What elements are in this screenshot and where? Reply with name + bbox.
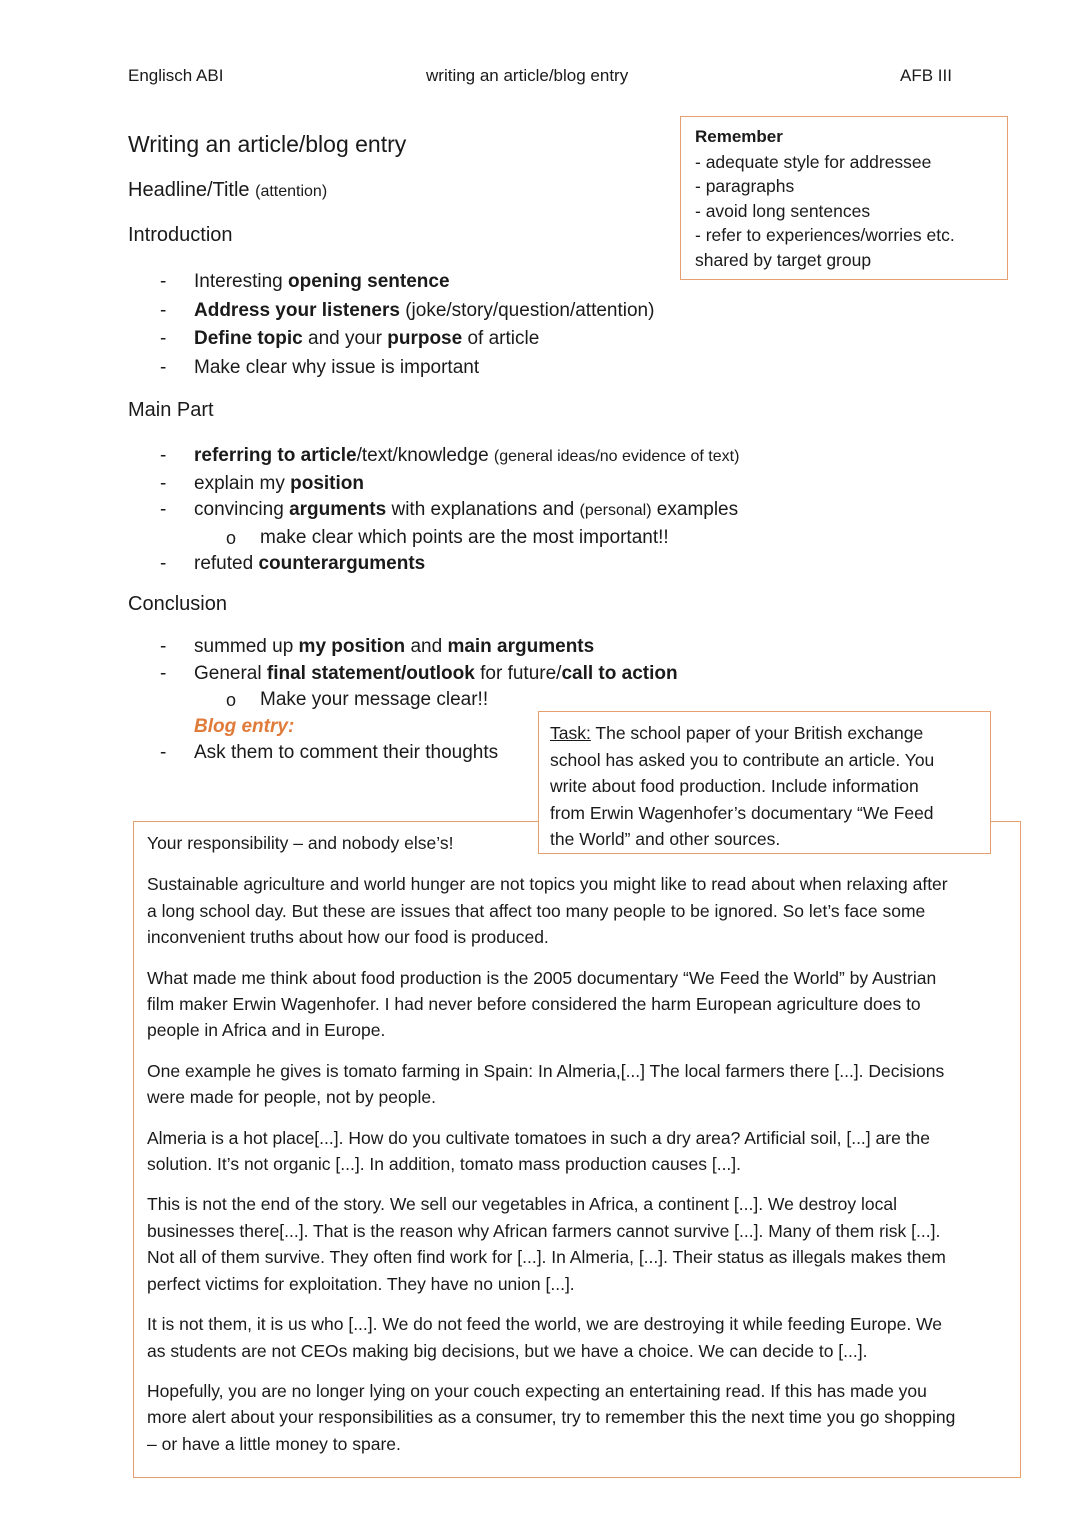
- conclusion-heading: Conclusion: [128, 593, 227, 615]
- task-box: [538, 711, 991, 854]
- list-item: - convincing arguments with explanations and (personal) examples: [160, 499, 739, 520]
- article-paragraph: One example he gives is tomato farming in Spain: In Almeria,[...] The local farmers there [...]. Decisions were made for people, not by people.: [147, 1060, 945, 1108]
- article-paragraph: Almeria is a hot place[...]. How do you cultivate tomatoes in such a dry area? Artificial soil, [...] are the solution. It’s not organic [...]. In addition, tomato mass production causes [...].: [147, 1127, 931, 1175]
- task-line: school has asked you to contribute an article. You: [550, 749, 935, 770]
- header-center: writing an article/blog entry: [426, 66, 629, 85]
- headline-label: Headline/Title: [128, 179, 250, 201]
- task-line: Task: The school paper of your British exchange: [550, 723, 924, 743]
- remember-item: - avoid long sentences: [695, 200, 871, 221]
- task-line: write about food production. Include information: [550, 776, 919, 796]
- article-box: [133, 821, 1021, 1478]
- article-paragraph: Hopefully, you are no longer lying on your couch expecting an entertaining read. If this has made you more alert about your responsibilities as a consumer, try to remember this the next time you go shopping – or have a little money to spare.: [147, 1380, 956, 1454]
- headline-heading: [128, 179, 327, 202]
- blog-entry-label: Blog entry:: [194, 715, 295, 737]
- task-line: the World” and other sources.: [550, 829, 781, 849]
- article-paragraph: It is not them, it is us who [...]. We do not feed the world, we are destroying it while feeding Europe. We as students are not CEOs making big decisions, but we have a choice. We can decide to [...].: [147, 1314, 943, 1361]
- header-left: Englisch ABI: [128, 66, 224, 85]
- main-part-heading: Main Part: [128, 399, 214, 421]
- remember-box: [680, 116, 1008, 280]
- article-paragraph: Sustainable agriculture and world hunger are not topics you might like to read about when relaxing after a long school day. But these are issues that affect too many people to be ignored. So let’s face some inconvenient truths about how our food is produced.: [147, 874, 948, 948]
- header-right: AFB III: [900, 66, 952, 85]
- list-item: - General final statement/outlook for future/call to action: [160, 662, 678, 684]
- headline-note: (attention): [255, 183, 328, 200]
- list-item: - refuted counterarguments: [160, 553, 426, 574]
- task-label: Task:: [550, 723, 591, 743]
- list-item: - Define topic and your purpose of article: [160, 328, 540, 349]
- sub-list-item: o Make your message clear!!: [226, 689, 489, 710]
- introduction-heading: Introduction: [128, 224, 233, 246]
- remember-item: - paragraphs: [695, 176, 795, 196]
- sub-list-item: o make clear which points are the most important!!: [226, 526, 669, 548]
- list-item: - explain my position: [160, 472, 364, 494]
- list-item: - Address your listeners (joke/story/question/attention): [160, 299, 655, 321]
- remember-heading: Remember: [695, 127, 783, 146]
- list-item: - referring to article/text/knowledge (general ideas/no evidence of text): [160, 445, 740, 466]
- list-item: - Make clear why issue is important: [160, 356, 480, 378]
- list-item: - Interesting opening sentence: [160, 271, 450, 292]
- list-item: - summed up my position and main arguments: [160, 636, 595, 657]
- remember-item: - refer to experiences/worries etc.: [695, 225, 955, 245]
- task-line: from Erwin Wagenhofer’s documentary “We Feed: [550, 802, 934, 823]
- main-part-list: [160, 443, 739, 578]
- article-paragraph: This is not the end of the story. We sell our vegetables in Africa, a continent [...]. We destroy local businesses there[...]. That is the reason why African farmers cannot survive [...]. Many of them risk [...]. Not all of them survive. They often find work for [...]. In Almeria, [...]. Their status as illegals makes them perfect victims for exploitation. They have no union [...].: [147, 1194, 946, 1294]
- introduction-list: [160, 268, 654, 382]
- article-paragraph: What made me think about food production is the 2005 documentary “We Feed the World” by Austrian film maker Erwin Wagenhofer. I had never before considered the harm European agriculture does to people in Africa and in Europe.: [147, 967, 937, 1041]
- remember-item: - adequate style for addressee: [695, 151, 932, 172]
- page-title: Writing an article/blog entry: [128, 131, 407, 157]
- remember-item: shared by target group: [695, 249, 872, 270]
- article-title: Your responsibility – and nobody else’s!: [147, 833, 454, 853]
- list-item: - Ask them to comment their thoughts: [160, 742, 499, 763]
